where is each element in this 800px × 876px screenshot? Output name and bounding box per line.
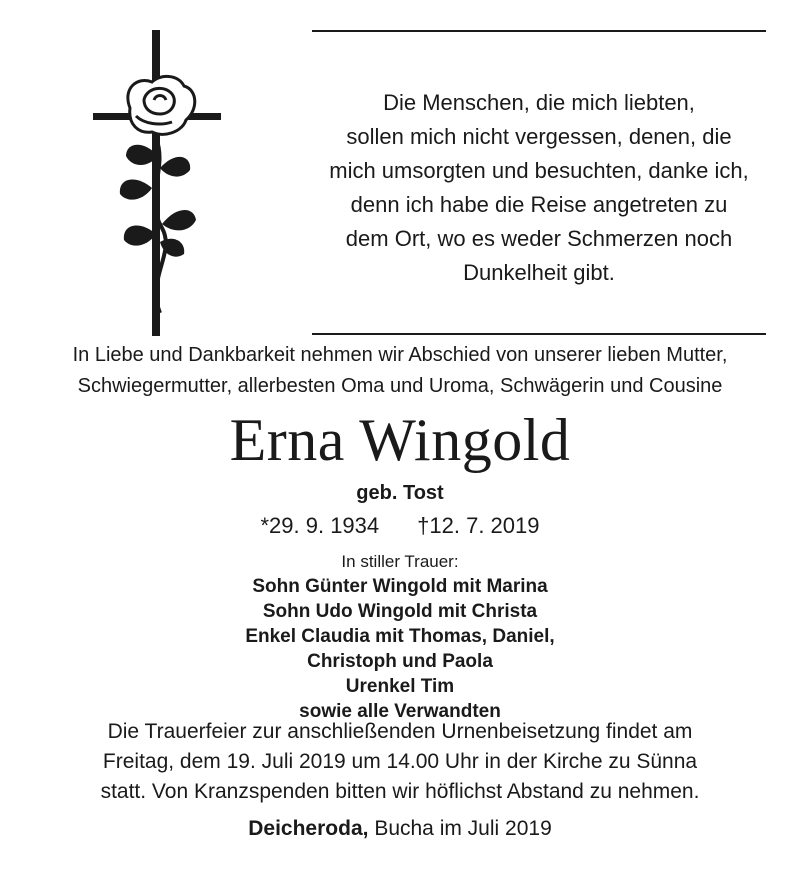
mourner-line: Urenkel Tim <box>345 676 455 697</box>
place-and-date <box>0 813 800 845</box>
intro-text <box>0 340 800 402</box>
mourner-line: Sohn Udo Wingold mit Christa <box>262 601 538 622</box>
mourners-label: In stiller Trauer: <box>341 552 459 571</box>
intro-line: Schwiegermutter, allerbesten Oma und Uroma, Schwägerin und Cousine <box>77 375 723 397</box>
poem-line: Die Menschen, die mich liebten, <box>383 90 695 115</box>
bottom-rule <box>312 333 766 335</box>
funeral-line: statt. Von Kranzspenden bitten wir höflichst Abstand zu nehmen. <box>100 780 700 803</box>
poem-line: mich umsorgten und besuchten, danke ich, <box>329 158 749 183</box>
funeral-line: Freitag, dem 19. Juli 2019 um 14.00 Uhr in der Kirche zu Sünna <box>102 750 698 773</box>
mourner-line: sowie alle Verwandten <box>299 701 501 722</box>
cross-with-rose-icon <box>86 28 236 340</box>
funeral-details <box>0 717 800 807</box>
mourner-line: Christoph und Paola <box>307 651 493 672</box>
funeral-line: Die Trauerfeier zur anschließenden Urnenbeisetzung findet am <box>107 720 693 743</box>
poem-line: denn ich habe die Reise angetreten zu <box>350 192 728 217</box>
birth-date: *29. 9. 1934 <box>260 513 380 538</box>
maiden-name: geb. Tost <box>356 482 444 504</box>
place-name: Deicheroda, <box>248 817 369 840</box>
top-rule <box>312 30 766 32</box>
date-place: Bucha im Juli 2019 <box>374 817 552 840</box>
deceased-name: Erna Wingold <box>229 407 571 473</box>
poem <box>312 86 766 290</box>
mourners-list <box>0 574 800 724</box>
poem-line: sollen mich nicht vergessen, denen, die <box>346 124 732 149</box>
death-date: †12. 7. 2019 <box>417 513 540 538</box>
life-dates <box>0 510 800 542</box>
mourner-line: Sohn Günter Wingold mit Marina <box>252 576 548 597</box>
poem-line: Dunkelheit gibt. <box>463 260 615 285</box>
intro-line: In Liebe und Dankbarkeit nehmen wir Abschied von unserer lieben Mutter, <box>72 344 728 366</box>
mourner-line: Enkel Claudia mit Thomas, Daniel, <box>245 626 555 647</box>
poem-line: dem Ort, wo es weder Schmerzen noch <box>345 226 733 251</box>
